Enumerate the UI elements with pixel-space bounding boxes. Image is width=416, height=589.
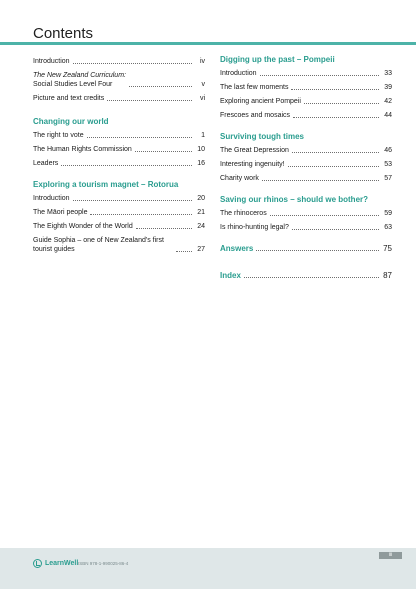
toc-entry-title: Introduction xyxy=(33,58,70,65)
toc-entry-title: Charity work xyxy=(220,175,259,182)
section-heading[interactable]: Changing our world xyxy=(33,117,109,126)
toc-entry[interactable] xyxy=(220,83,392,92)
toc-entry-index[interactable] xyxy=(220,271,392,280)
toc-entry-page: 75 xyxy=(383,244,392,253)
toc-entry-page: 63 xyxy=(384,224,392,231)
toc-entry[interactable] xyxy=(33,194,205,203)
toc-entry-title: The right to vote xyxy=(33,132,84,139)
dot-leader xyxy=(107,100,192,101)
dot-leader xyxy=(176,251,192,252)
toc-entry[interactable] xyxy=(220,174,392,183)
toc-entry-title: The Great Depression xyxy=(220,147,289,154)
toc-entry-page: v xyxy=(201,81,205,88)
toc-entry[interactable] xyxy=(220,160,392,169)
dot-leader xyxy=(61,165,192,166)
dot-leader xyxy=(291,89,379,90)
toc-entry-page: 57 xyxy=(384,175,392,182)
dot-leader xyxy=(244,277,379,278)
toc-entry[interactable] xyxy=(33,222,205,231)
toc-entry-page: 44 xyxy=(384,112,392,119)
logo-text: LearnWell xyxy=(45,560,79,567)
toc-entry-title-italic: The New Zealand Curriculum: xyxy=(33,72,126,79)
toc-entry-page: 27 xyxy=(197,246,205,253)
dot-leader xyxy=(288,166,379,167)
toc-entry-title: The rhinoceros xyxy=(220,210,267,217)
page-title: Contents xyxy=(33,25,94,42)
toc-entry-title: Introduction xyxy=(33,195,70,202)
toc-entry-title-text: Social Studies Level Four xyxy=(33,81,113,88)
header-rule xyxy=(0,42,416,45)
toc-entry-page: 39 xyxy=(384,84,392,91)
dot-leader xyxy=(292,152,379,153)
section-heading[interactable]: Surviving tough times xyxy=(220,132,305,141)
section-heading[interactable]: Digging up the past – Pompeii xyxy=(220,55,335,64)
toc-section xyxy=(220,132,392,183)
toc-entry-title: Guide Sophia – one of New Zealand's first tourist guides xyxy=(33,237,164,253)
toc-entry-title: Interesting ingenuity! xyxy=(220,161,285,168)
toc-entry-title: Introduction xyxy=(220,70,257,77)
toc-entry-title: Index xyxy=(220,271,241,280)
toc-entry-title: Exploring ancient Pompeii xyxy=(220,98,301,105)
toc-entry-page: vi xyxy=(199,95,205,102)
toc-entry[interactable] xyxy=(33,94,205,103)
toc-entry[interactable] xyxy=(33,208,205,217)
toc-entry[interactable] xyxy=(33,236,205,254)
toc-entry[interactable] xyxy=(33,57,205,66)
learnwell-logo xyxy=(33,559,78,568)
toc-section xyxy=(33,117,205,168)
toc-entry-page: 20 xyxy=(197,195,205,202)
toc-entry-title: Answers xyxy=(220,244,254,253)
dot-leader xyxy=(90,214,192,215)
toc-entry[interactable] xyxy=(33,145,205,154)
toc-entry[interactable] xyxy=(220,69,392,78)
toc-entry-page: 42 xyxy=(384,98,392,105)
toc-entry[interactable] xyxy=(33,131,205,140)
toc-entry-page: 24 xyxy=(197,223,205,230)
toc-entry-page: 10 xyxy=(197,146,205,153)
dot-leader xyxy=(304,103,379,104)
toc-entry-page: 21 xyxy=(197,209,205,216)
dot-leader xyxy=(135,151,192,152)
toc-entry[interactable] xyxy=(220,209,392,218)
dot-leader xyxy=(136,228,192,229)
dot-leader xyxy=(270,215,379,216)
toc-entry-title: Picture and text credits xyxy=(33,95,105,102)
toc-entry[interactable] xyxy=(33,71,205,89)
toc-entry-page: iv xyxy=(199,58,205,65)
page-number: iii xyxy=(379,552,402,559)
toc-right-column xyxy=(220,55,392,285)
toc-entry[interactable] xyxy=(220,97,392,106)
dot-leader xyxy=(129,86,192,87)
toc-entry-page: 1 xyxy=(201,132,205,139)
toc-entry-title: The last few moments xyxy=(220,84,289,91)
section-heading[interactable]: Saving our rhinos – should we bother? xyxy=(220,195,369,204)
toc-entry-page: 16 xyxy=(197,160,205,167)
learnwell-logo-icon xyxy=(33,559,42,568)
page-header xyxy=(0,0,416,46)
toc-section xyxy=(33,180,205,254)
toc-entry-page: 87 xyxy=(383,271,392,280)
toc-entry-page: 33 xyxy=(384,70,392,77)
toc-entry[interactable] xyxy=(220,223,392,232)
toc-entry-title xyxy=(33,71,126,89)
dot-leader xyxy=(262,180,379,181)
dot-leader xyxy=(256,250,379,251)
section-heading[interactable]: Exploring a tourism magnet – Rotorua xyxy=(33,180,179,189)
toc-section xyxy=(220,55,392,120)
dot-leader xyxy=(293,117,379,118)
toc-entry-page: 46 xyxy=(384,147,392,154)
toc-entry[interactable] xyxy=(220,111,392,120)
toc-entry[interactable] xyxy=(33,159,205,168)
toc-entry-title: Is rhino-hunting legal? xyxy=(220,224,289,231)
toc-entry-title: The Māori people xyxy=(33,209,88,216)
page-footer xyxy=(0,548,416,589)
toc-entry-title: The Human Rights Commission xyxy=(33,146,132,153)
dot-leader xyxy=(260,75,379,76)
dot-leader xyxy=(292,229,379,230)
toc-section xyxy=(220,195,392,232)
toc-entry-answers[interactable] xyxy=(220,244,392,253)
toc-entry[interactable] xyxy=(220,146,392,155)
toc-entry-title: Leaders xyxy=(33,160,59,167)
isbn-text: ISBN 978-1-990025-86-4 xyxy=(78,561,129,566)
toc-entry-title: Frescoes and mosaics xyxy=(220,112,291,119)
toc-entry-title: The Eighth Wonder of the World xyxy=(33,223,133,230)
toc-entry-page: 59 xyxy=(384,210,392,217)
dot-leader xyxy=(73,200,192,201)
dot-leader xyxy=(73,63,192,64)
toc-left-column xyxy=(33,55,205,259)
toc-entry-page: 53 xyxy=(384,161,392,168)
dot-leader xyxy=(87,137,192,138)
